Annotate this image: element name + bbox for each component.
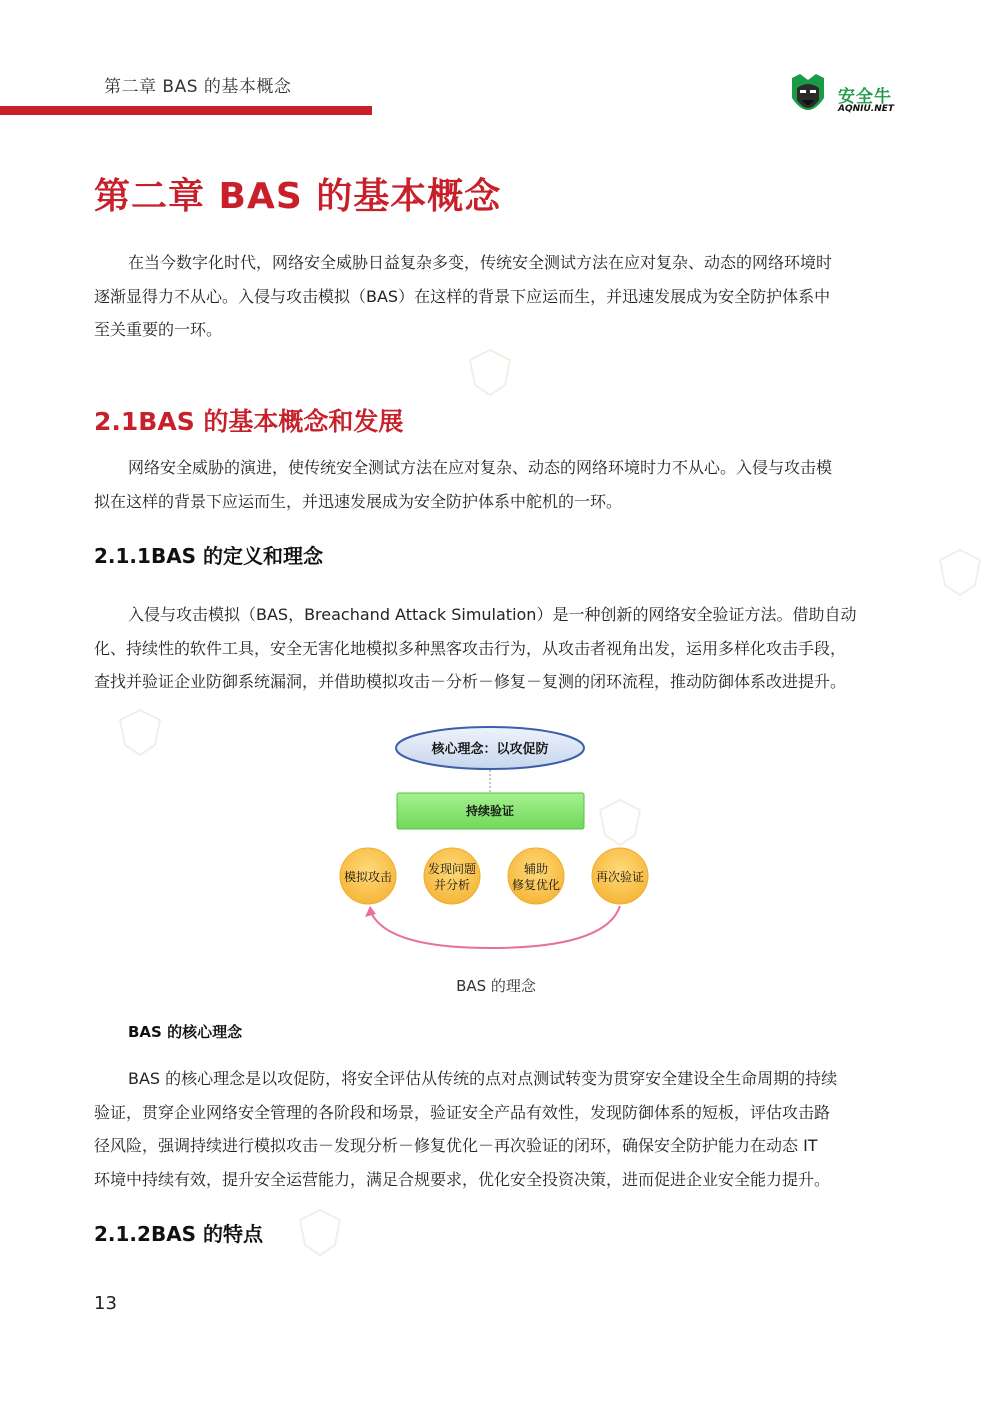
svg-text:发现问题: 发现问题 bbox=[427, 862, 477, 876]
step-circle-2 bbox=[424, 848, 480, 904]
section-2-1-1-paragraph bbox=[94, 598, 898, 699]
svg-text:修复优化: 修复优化 bbox=[511, 878, 561, 892]
core-concept-paragraph bbox=[94, 1062, 898, 1196]
s211-line-1: 入侵与攻击模拟（BAS，Breachand Attack Simulation）是一种创新的网络安全验证方法。借助自动 bbox=[128, 605, 857, 624]
svg-text:并分析: 并分析 bbox=[433, 878, 471, 892]
step-circle-4 bbox=[592, 848, 648, 904]
section-2-1-2-title: 2.1.2BAS 的特点 bbox=[94, 1222, 264, 1246]
s21-line-2: 拟在这样的背景下应运而生，并迅速发展成为安全防护体系中舵机的一环。 bbox=[94, 491, 623, 511]
header-rule bbox=[0, 106, 372, 115]
section-2-1-1-title: 2.1.1BAS 的定义和理念 bbox=[94, 544, 324, 568]
intro-line-3: 至关重要的一环。 bbox=[94, 320, 223, 339]
cc-line-2: 验证，贯穿企业网络安全管理的各阶段和场景，验证安全产品有效性，发现防御体系的短板，评估攻击路 bbox=[94, 1102, 831, 1122]
s211-line-2: 化、持续性的软件工具，安全无害化地模拟多种黑客攻击行为，从攻击者视角出发，运用多样化攻击手段， bbox=[94, 638, 847, 658]
section-2-1-title: 2.1BAS 的基本概念和发展 bbox=[94, 407, 404, 436]
page-number: 13 bbox=[94, 1293, 117, 1314]
cc-line-4: 环境中持续有效，提升安全运营能力，满足合规要求，优化安全投资决策，进而促进企业安全能力提升。 bbox=[94, 1169, 831, 1189]
running-header: 第二章 BAS 的基本概念 bbox=[104, 77, 292, 97]
s211-line-3: 查找并验证企业防御系统漏洞，并借助模拟攻击－分析－修复－复测的闭环流程，推动防御体系改进提升。 bbox=[94, 672, 847, 691]
chapter-title: 第二章 BAS 的基本概念 bbox=[94, 176, 502, 217]
cc-line-1: BAS 的核心理念是以攻促防，将安全评估从传统的点对点测试转变为贯穿安全建设全生命周期的持续 bbox=[128, 1069, 838, 1088]
section-2-1-paragraph bbox=[94, 451, 898, 518]
step-circle-3 bbox=[508, 848, 564, 904]
intro-line-1: 在当今数字化时代，网络安全威胁日益复杂多变，传统安全测试方法在应对复杂、动态的网络环境时 bbox=[128, 253, 833, 272]
logo-domain: AQNIU.NET bbox=[838, 104, 895, 114]
core-concept-label: BAS 的核心理念 bbox=[128, 1023, 243, 1041]
svg-text:模拟攻击: 模拟攻击 bbox=[343, 870, 393, 884]
diagram-caption: BAS 的理念 bbox=[456, 977, 536, 995]
s21-line-1: 网络安全威胁的演进，使传统安全测试方法在应对复杂、动态的网络环境时力不从心。入侵与攻击模 bbox=[128, 458, 833, 477]
svg-text:辅助: 辅助 bbox=[523, 862, 549, 876]
bas-concept-diagram bbox=[336, 726, 656, 958]
intro-paragraph bbox=[94, 246, 898, 347]
loop-arrow-head bbox=[365, 906, 376, 917]
step-circle-1 bbox=[340, 848, 396, 904]
logo-head-icon bbox=[792, 74, 824, 110]
continuous-label: 持续验证 bbox=[465, 804, 515, 818]
loop-arrow bbox=[370, 906, 620, 948]
cc-line-3: 径风险，强调持续进行模拟攻击－发现分析－修复优化－再次验证的闭环，确保安全防护能力在动态 IT bbox=[94, 1136, 818, 1155]
svg-text:再次验证: 再次验证 bbox=[595, 870, 645, 884]
logo-name: 安全牛 bbox=[838, 87, 892, 107]
intro-line-2: 逐渐显得力不从心。入侵与攻击模拟（BAS）在这样的背景下应运而生，并迅速发展成为安全防护体系中 bbox=[94, 286, 831, 306]
core-label: 核心理念：以攻促防 bbox=[431, 742, 549, 757]
